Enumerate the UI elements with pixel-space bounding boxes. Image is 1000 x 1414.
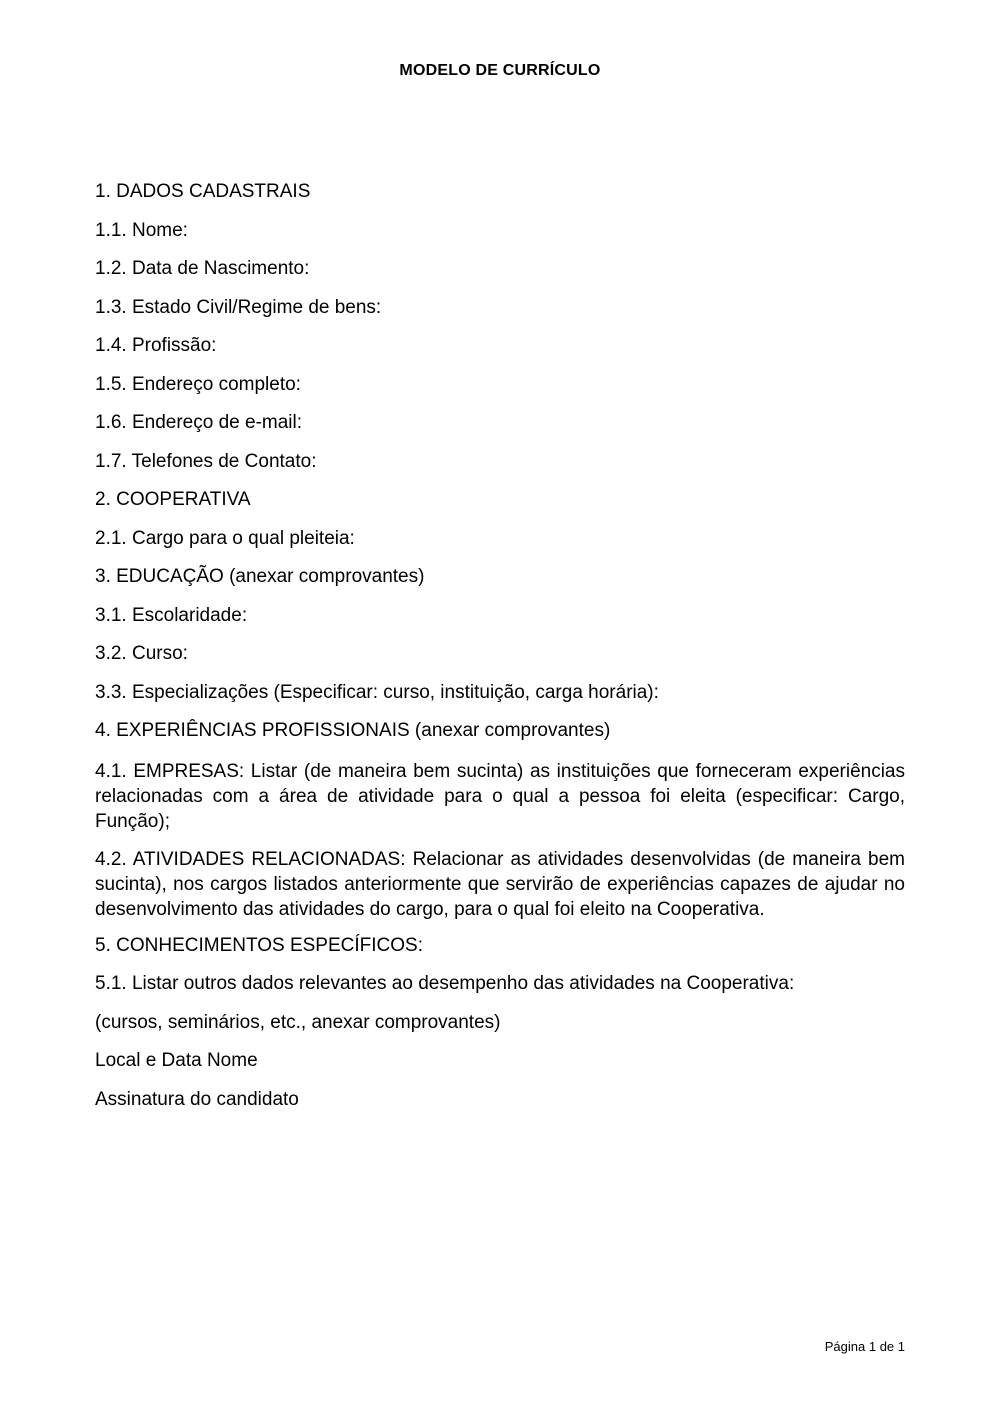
field-curso: 3.2. Curso: <box>95 643 188 664</box>
field-nome: 1.1. Nome: <box>95 219 188 241</box>
document-body <box>95 181 905 1127</box>
page-number: Página 1 de 1 <box>824 1339 905 1354</box>
section-heading-cooperativa: 2. COOPERATIVA <box>95 489 251 510</box>
note-comprovantes: (cursos, seminários, etc., anexar comprovantes) <box>95 1011 501 1033</box>
field-endereco-completo: 1.5. Endereço completo: <box>95 373 301 395</box>
field-especializacoes: 3.3. Especializações (Especificar: curso, instituição, carga horária): <box>95 681 659 703</box>
paragraph-atividades: 4.2. ATIVIDADES RELACIONADAS: Relacionar as atividades desenvolvidas (de maneira bem sucinta), nos cargos listados anteriormente que servirão de experiências capazes de ajudar no desenvolvimento das atividades do cargo, para o qual foi eleito na Cooperativa. <box>95 848 905 920</box>
field-profissao: 1.4. Profissão: <box>95 335 217 356</box>
section-heading-educacao: 3. EDUCAÇÃO (anexar comprovantes) <box>95 566 425 587</box>
local-data-nome: Local e Data Nome <box>95 1050 258 1071</box>
section-heading-dados-cadastrais: 1. DADOS CADASTRAIS <box>95 181 311 202</box>
field-estado-civil: 1.3. Estado Civil/Regime de bens: <box>95 296 382 318</box>
field-email: 1.6. Endereço de e-mail: <box>95 412 303 433</box>
field-cargo: 2.1. Cargo para o qual pleiteia: <box>95 527 355 549</box>
field-telefones: 1.7. Telefones de Contato: <box>95 450 317 472</box>
section-heading-conhecimentos: 5. CONHECIMENTOS ESPECÍFICOS: <box>95 934 423 956</box>
section-heading-experiencias: 4. EXPERIÊNCIAS PROFISSIONAIS (anexar comprovantes) <box>95 720 611 741</box>
document-title: MODELO DE CURRÍCULO <box>399 62 601 79</box>
signature-label: Assinatura do candidato <box>95 1088 299 1110</box>
field-data-nascimento: 1.2. Data de Nascimento: <box>95 258 310 279</box>
field-outros-dados: 5.1. Listar outros dados relevantes ao desempenho das atividades na Cooperativa: <box>95 973 795 994</box>
field-escolaridade: 3.1. Escolaridade: <box>95 604 248 626</box>
paragraph-empresas: 4.1. EMPRESAS: Listar (de maneira bem sucinta) as instituições que forneceram experiências relacionadas com a área de atividade para o qual a pessoa foi eleita (especificar: Cargo, Função); <box>95 760 905 832</box>
